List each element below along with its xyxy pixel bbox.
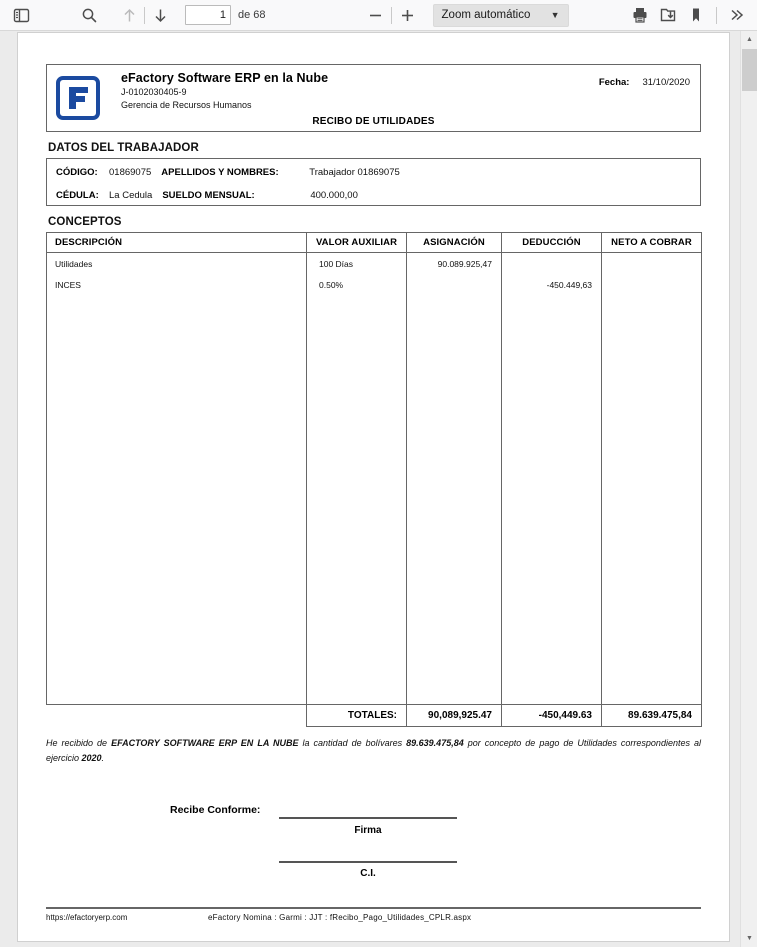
totals-neto: 89.639.475,84 bbox=[602, 705, 702, 727]
date-value: 31/10/2020 bbox=[642, 77, 690, 88]
scroll-up-glyph: ▲ bbox=[746, 36, 753, 43]
arrow-down-icon[interactable] bbox=[146, 2, 174, 28]
declaration-company: EFACTORY SOFTWARE ERP EN LA NUBE bbox=[111, 738, 299, 748]
chevron-down-icon: ▼ bbox=[550, 10, 560, 20]
codigo-value: 01869075 bbox=[109, 166, 152, 178]
receipt-sheet bbox=[46, 64, 701, 888]
toolbar-divider bbox=[144, 7, 145, 24]
sueldo-label: SUELDO MENSUAL: bbox=[162, 189, 255, 201]
plus-icon[interactable] bbox=[394, 2, 422, 28]
toolbar-divider bbox=[716, 7, 717, 24]
filler-cell bbox=[407, 297, 502, 705]
scroll-up-arrow-icon[interactable] bbox=[741, 31, 757, 48]
save-icon[interactable] bbox=[654, 2, 682, 28]
search-icon[interactable] bbox=[75, 2, 103, 28]
firma-caption: Firma bbox=[354, 825, 382, 836]
declaration-amount: 89.639.475,84 bbox=[406, 738, 464, 748]
worker-row-codigo bbox=[47, 160, 700, 184]
nombres-value: Trabajador 01869075 bbox=[309, 166, 400, 178]
zoom-level-select[interactable] bbox=[433, 4, 569, 27]
footer-url: https://efactoryerp.com bbox=[46, 913, 128, 922]
declaration-text bbox=[46, 736, 701, 766]
sueldo-value: 400.000,00 bbox=[310, 189, 358, 201]
cell-descripcion: Utilidades bbox=[47, 253, 307, 277]
cedula-value: La Cedula bbox=[109, 189, 153, 201]
worker-data-box bbox=[46, 158, 701, 206]
concepts-section-title: CONCEPTOS bbox=[48, 216, 122, 228]
filler-cell bbox=[47, 297, 307, 705]
table-filler-row bbox=[47, 297, 702, 705]
nombres-label: APELLIDOS Y NOMBRES: bbox=[161, 166, 279, 178]
document-header-box bbox=[46, 64, 701, 132]
totals-row bbox=[47, 705, 702, 727]
scrollbar-thumb[interactable] bbox=[742, 49, 757, 91]
signature-line-firma bbox=[279, 817, 457, 819]
footer-path: eFactory Nomina : Garmi : JJT : fRecibo_Pago_Utilidades_CPLR.aspx bbox=[208, 913, 472, 922]
print-icon[interactable] bbox=[626, 2, 654, 28]
zoom-level-label: Zoom automático bbox=[441, 9, 531, 21]
footer-divider bbox=[46, 907, 701, 909]
filler-cell bbox=[602, 297, 702, 705]
table-row bbox=[47, 277, 702, 297]
column-header-descripcion: DESCRIPCIÓN bbox=[47, 233, 307, 253]
cell-neto bbox=[602, 277, 702, 297]
declaration-part4: . bbox=[101, 753, 105, 763]
table-row bbox=[47, 253, 702, 277]
document-title: RECIBO DE UTILIDADES bbox=[312, 116, 435, 127]
toolbar-right-group bbox=[626, 2, 757, 28]
column-header-neto: NETO A COBRAR bbox=[602, 233, 702, 253]
codigo-label: CÓDIGO: bbox=[56, 166, 98, 178]
totals-deduccion: -450,449.63 bbox=[502, 705, 602, 727]
filler-cell bbox=[502, 297, 602, 705]
sidebar-toggle-icon[interactable] bbox=[7, 2, 35, 28]
document-footer bbox=[46, 913, 701, 922]
vertical-scrollbar[interactable] bbox=[740, 31, 757, 947]
column-header-deduccion: DEDUCCIÓN bbox=[502, 233, 602, 253]
cell-deduccion: -450.449,63 bbox=[502, 277, 602, 297]
worker-section-title: DATOS DEL TRABAJADOR bbox=[48, 142, 199, 154]
cell-neto bbox=[602, 253, 702, 277]
cell-descripcion: INCES bbox=[47, 277, 307, 297]
date-field bbox=[599, 77, 690, 88]
pdf-page bbox=[18, 33, 729, 941]
recibe-conforme-label: Recibe Conforme: bbox=[170, 804, 261, 816]
cedula-label: CÉDULA: bbox=[56, 189, 99, 201]
date-label: Fecha: bbox=[598, 77, 630, 88]
ci-caption: C.I. bbox=[360, 868, 376, 879]
cell-valor-auxiliar: 0.50% bbox=[307, 277, 407, 297]
cell-valor-auxiliar: 100 Días bbox=[307, 253, 407, 277]
cell-deduccion bbox=[502, 253, 602, 277]
declaration-part1: He recibido de bbox=[46, 738, 112, 748]
totals-asignacion: 90,089,925.47 bbox=[407, 705, 502, 727]
company-rif: J-0102030405-9 bbox=[121, 87, 187, 97]
filler-cell bbox=[307, 297, 407, 705]
bookmark-icon[interactable] bbox=[682, 2, 710, 28]
cell-asignacion bbox=[407, 277, 502, 297]
declaration-part3: por concepto de pago de Utilidades correspondientes al ejercicio bbox=[46, 738, 701, 763]
arrow-up-icon[interactable] bbox=[115, 2, 143, 28]
declaration-year: 2020 bbox=[81, 753, 102, 763]
totals-empty-cell bbox=[47, 705, 307, 727]
company-department: Gerencia de Recursos Humanos bbox=[121, 99, 252, 110]
scroll-down-arrow-icon[interactable] bbox=[741, 930, 757, 947]
pdf-viewer-area bbox=[0, 31, 757, 947]
pdf-viewer-toolbar bbox=[0, 0, 757, 31]
concepts-table bbox=[46, 232, 702, 727]
company-logo-icon bbox=[56, 76, 100, 120]
concepts-header-row bbox=[47, 233, 702, 253]
minus-icon[interactable] bbox=[362, 2, 390, 28]
page-total-label: de 68 bbox=[238, 9, 266, 21]
toolbar-divider bbox=[391, 7, 392, 24]
double-chevron-right-icon[interactable] bbox=[723, 2, 751, 28]
signature-line-ci bbox=[279, 861, 457, 863]
scroll-down-glyph: ▼ bbox=[746, 935, 753, 942]
declaration-part2: la cantidad de bolívares bbox=[298, 738, 407, 748]
worker-row-cedula bbox=[47, 183, 700, 207]
signature-area bbox=[46, 796, 701, 888]
column-header-valor-auxiliar: VALOR AUXILIAR bbox=[307, 233, 407, 253]
column-header-asignacion: ASIGNACIÓN bbox=[407, 233, 502, 253]
totals-label: TOTALES: bbox=[307, 705, 407, 727]
company-name: eFactory Software ERP en la Nube bbox=[121, 71, 329, 85]
cell-asignacion: 90.089.925,47 bbox=[407, 253, 502, 277]
page-number-input[interactable] bbox=[185, 5, 231, 25]
